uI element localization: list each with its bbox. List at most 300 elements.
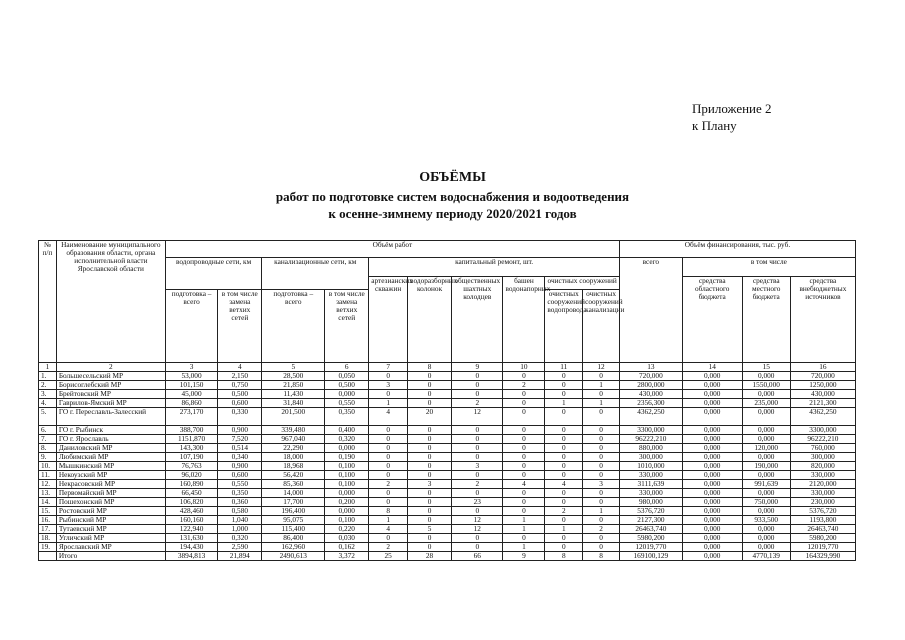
table-cell: 0 (452, 372, 503, 381)
table-cell: 0 (545, 516, 583, 525)
table-cell: 0,100 (325, 480, 369, 489)
table-cell: 9 (503, 552, 545, 561)
table-cell: 56,420 (262, 471, 325, 480)
table-cell: 0 (503, 462, 545, 471)
table-cell: 115,400 (262, 525, 325, 534)
header-artesian: артезианских скважин (369, 277, 408, 363)
table-cell: 26463,740 (790, 525, 855, 534)
table-cell: 0 (369, 435, 408, 444)
header-finance-incl: в том числе (682, 258, 855, 277)
table-cell: 0 (545, 381, 583, 390)
table-cell: 0 (408, 462, 452, 471)
column-number: 12 (583, 363, 620, 372)
table-cell: 0,000 (325, 489, 369, 498)
table-row (39, 381, 856, 390)
table-cell: 18,000 (262, 453, 325, 462)
table-cell: 28,500 (262, 372, 325, 381)
table-cell: 3 (583, 480, 620, 489)
table-row (39, 435, 856, 444)
table-cell: 0,360 (218, 498, 262, 507)
table-cell: 0 (408, 516, 452, 525)
table-cell: 28 (408, 552, 452, 561)
table-cell: 5 (408, 525, 452, 534)
table-cell: 0 (452, 471, 503, 480)
column-number: 3 (165, 363, 217, 372)
table-cell: 169100,129 (619, 552, 682, 561)
table-cell: 0 (408, 390, 452, 399)
table-cell: 8 (545, 552, 583, 561)
table-cell: 0,000 (682, 525, 742, 534)
row-number: 6. (39, 426, 57, 435)
table-cell: 3111,639 (619, 480, 682, 489)
table-cell: 0 (583, 426, 620, 435)
table-cell: 0,000 (682, 381, 742, 390)
municipality-name: Мышкинский МР (56, 462, 165, 471)
table-cell: 0,000 (325, 390, 369, 399)
row-number: 12. (39, 480, 57, 489)
table-cell: 25 (369, 552, 408, 561)
table-cell: 4362,250 (619, 408, 682, 426)
table-cell: 0,000 (742, 534, 790, 543)
table-cell: 0,330 (218, 408, 262, 426)
table-cell: 0 (369, 471, 408, 480)
table-cell: 0 (369, 453, 408, 462)
document-subtitle-2: к осенне-зимнему периоду 2020/2021 годов (328, 206, 577, 221)
table-cell: 0 (583, 390, 620, 399)
column-number: 6 (325, 363, 369, 372)
table-cell: 66,450 (165, 489, 217, 498)
table-cell: 12 (452, 516, 503, 525)
table-cell: 1 (545, 399, 583, 408)
table-cell: 0 (583, 471, 620, 480)
table-cell: 190,000 (742, 462, 790, 471)
table-cell: 3 (408, 480, 452, 489)
table-cell: 3 (452, 462, 503, 471)
table-cell: 2121,300 (790, 399, 855, 408)
table-cell: 31,840 (262, 399, 325, 408)
table-cell: 330,000 (790, 471, 855, 480)
table-cell: 0 (545, 390, 583, 399)
row-number: 15. (39, 507, 57, 516)
table-cell: 0,000 (682, 426, 742, 435)
table-cell: 0 (503, 408, 545, 426)
table-cell: 0 (452, 390, 503, 399)
table-cell: 0,000 (742, 372, 790, 381)
table-cell: 2800,000 (619, 381, 682, 390)
table-cell: 0 (369, 444, 408, 453)
table-cell: 162,960 (262, 543, 325, 552)
table-cell: 12019,770 (790, 543, 855, 552)
table-cell: 1250,000 (790, 381, 855, 390)
table-cell: 0 (408, 543, 452, 552)
column-number: 7 (369, 363, 408, 372)
header-work-volume: Объём работ (165, 241, 619, 258)
table-cell: 1 (503, 516, 545, 525)
table-cell: 0,000 (682, 372, 742, 381)
table-cell: 160,160 (165, 516, 217, 525)
column-number: 11 (545, 363, 583, 372)
table-cell: 4 (369, 408, 408, 426)
table-cell: 2490,613 (262, 552, 325, 561)
table-cell: 0,000 (682, 516, 742, 525)
table-cell: 0 (583, 462, 620, 471)
row-number: 18. (39, 534, 57, 543)
table-cell: 0 (369, 462, 408, 471)
table-cell: 3,372 (325, 552, 369, 561)
header-capital-repair: капитальный ремонт, шт. (369, 258, 620, 277)
table-cell: 0 (583, 534, 620, 543)
table-cell: 21,850 (262, 381, 325, 390)
table-cell: 2356,300 (619, 399, 682, 408)
appendix-line-1: Приложение 2 (692, 101, 772, 116)
row-number: 1. (39, 372, 57, 381)
column-number: 10 (503, 363, 545, 372)
column-numbers-row (39, 363, 856, 372)
table-cell: 0 (452, 444, 503, 453)
column-number: 2 (56, 363, 165, 372)
table-cell: 131,630 (165, 534, 217, 543)
row-number: 14. (39, 498, 57, 507)
table-cell: 0,750 (218, 381, 262, 390)
table-row (39, 390, 856, 399)
table-cell: 0 (408, 435, 452, 444)
table-cell: 0 (503, 426, 545, 435)
table-cell: 5980,200 (790, 534, 855, 543)
municipality-name: Ростовский МР (56, 507, 165, 516)
table-row (39, 543, 856, 552)
table-cell: 0,000 (682, 489, 742, 498)
table-cell: 0,320 (325, 435, 369, 444)
document-title: ОБЪЁМЫ (419, 170, 486, 185)
table-cell: 3894,813 (165, 552, 217, 561)
header-name: Наименование муниципального образования области, органа исполнительной власти Ярославской области (56, 241, 165, 363)
row-number: 19. (39, 543, 57, 552)
table-row (39, 552, 856, 561)
table-cell: 0,000 (682, 534, 742, 543)
column-number: 16 (790, 363, 855, 372)
table-cell: 11,430 (262, 390, 325, 399)
table-row (39, 471, 856, 480)
table-cell: 0,000 (325, 444, 369, 453)
table-row (39, 498, 856, 507)
table-cell: 0,000 (682, 444, 742, 453)
table-cell: 0 (545, 426, 583, 435)
table-cell: 991,639 (742, 480, 790, 489)
table-cell: 45,000 (165, 390, 217, 399)
table-cell: 0 (452, 435, 503, 444)
table-cell: 760,000 (790, 444, 855, 453)
table-cell: 1,000 (218, 525, 262, 534)
municipality-name: Брейтовский МР (56, 390, 165, 399)
table-cell: 0,200 (325, 498, 369, 507)
municipality-name: Рыбинский МР (56, 516, 165, 525)
table-cell: 0,000 (742, 426, 790, 435)
table-cell: 330,000 (619, 489, 682, 498)
table-cell: 101,150 (165, 381, 217, 390)
table-cell: 21,894 (218, 552, 262, 561)
table-cell: 0 (369, 372, 408, 381)
table-cell: 0,000 (742, 453, 790, 462)
table-cell: 2 (503, 381, 545, 390)
table-cell: 2 (545, 507, 583, 516)
table-cell: 0 (369, 489, 408, 498)
table-cell: 0,100 (325, 516, 369, 525)
municipality-name: Некоузский МР (56, 471, 165, 480)
table-cell: 0 (452, 507, 503, 516)
column-number: 8 (408, 363, 452, 372)
table-cell: 8 (369, 507, 408, 516)
table-cell: 0 (545, 489, 583, 498)
table-cell: 0,550 (325, 399, 369, 408)
table-cell: 2120,000 (790, 480, 855, 489)
appendix-line-2: к Плану (692, 118, 737, 133)
table-cell: 0 (583, 453, 620, 462)
table-cell: 143,300 (165, 444, 217, 453)
municipality-name: Первомайский МР (56, 489, 165, 498)
document-subtitle-1: работ по подготовке систем водоснабжения и водоотведения (275, 189, 630, 204)
row-number: 16. (39, 516, 57, 525)
table-cell: 1 (503, 525, 545, 534)
table-cell: 106,820 (165, 498, 217, 507)
table-cell: 0 (545, 498, 583, 507)
row-number (39, 552, 57, 561)
table-cell: 0,340 (218, 453, 262, 462)
table-cell: 720,000 (790, 372, 855, 381)
table-row (39, 426, 856, 435)
header-treatment: очистных сооружений (545, 277, 620, 290)
table-cell: 0 (545, 372, 583, 381)
table-cell: 0 (408, 471, 452, 480)
table-cell: 300,000 (619, 453, 682, 462)
municipality-name: Пошехонский МР (56, 498, 165, 507)
table-cell: 0,000 (682, 543, 742, 552)
table-cell: 2127,300 (619, 516, 682, 525)
table-cell: 0 (545, 444, 583, 453)
table-cell: 0 (583, 516, 620, 525)
table-cell: 430,000 (619, 390, 682, 399)
table-cell: 273,170 (165, 408, 217, 426)
table-cell: 2 (369, 480, 408, 489)
table-cell: 0,000 (742, 507, 790, 516)
table-cell: 22,290 (262, 444, 325, 453)
table-cell: 0,600 (218, 399, 262, 408)
table-cell: 3 (369, 381, 408, 390)
table-cell: 0 (545, 435, 583, 444)
table-cell: 0 (583, 372, 620, 381)
table-cell: 0 (369, 390, 408, 399)
table-cell: 0 (503, 399, 545, 408)
table-cell: 0,580 (218, 507, 262, 516)
table-cell: 0 (545, 543, 583, 552)
row-number: 10. (39, 462, 57, 471)
table-cell: 1 (369, 516, 408, 525)
table-cell: 96222,210 (790, 435, 855, 444)
row-number: 3. (39, 390, 57, 399)
table-cell: 5376,720 (790, 507, 855, 516)
table-cell: 1 (545, 525, 583, 534)
table-row (39, 489, 856, 498)
header-towers: башен водонапорных (503, 277, 545, 363)
table-cell: 0,000 (682, 471, 742, 480)
table-cell: 0,600 (218, 471, 262, 480)
table-cell: 0 (503, 534, 545, 543)
appendix-label (692, 100, 772, 134)
column-number: 14 (682, 363, 742, 372)
table-cell: 0,350 (325, 408, 369, 426)
municipality-name: Угличский МР (56, 534, 165, 543)
table-row (39, 525, 856, 534)
table-cell: 720,000 (619, 372, 682, 381)
table-cell: 0,900 (218, 462, 262, 471)
table-cell: 750,000 (742, 498, 790, 507)
table-cell: 0,000 (682, 390, 742, 399)
table-cell: 5980,200 (619, 534, 682, 543)
volumes-table (38, 240, 856, 561)
table-cell: 0,514 (218, 444, 262, 453)
table-cell: 0 (452, 453, 503, 462)
table-cell: 26463,740 (619, 525, 682, 534)
table-row (39, 462, 856, 471)
table-cell: 0,500 (218, 390, 262, 399)
row-number: 11. (39, 471, 57, 480)
row-number: 17. (39, 525, 57, 534)
table-cell: 0,000 (682, 408, 742, 426)
table-cell: 388,700 (165, 426, 217, 435)
table-cell: 0 (503, 372, 545, 381)
row-number: 4. (39, 399, 57, 408)
column-number: 13 (619, 363, 682, 372)
table-cell: 0 (503, 435, 545, 444)
header-regional-budget: средства областного бюджета (682, 277, 742, 363)
table-cell: 230,000 (790, 498, 855, 507)
municipality-name: Любимский МР (56, 453, 165, 462)
table-cell: 4362,250 (790, 408, 855, 426)
table-cell: 967,040 (262, 435, 325, 444)
table-cell: 3300,000 (619, 426, 682, 435)
table-cell: 107,190 (165, 453, 217, 462)
table-cell: 86,860 (165, 399, 217, 408)
header-water-prep-total: подготовка – всего (165, 290, 217, 363)
table-cell: 330,000 (790, 489, 855, 498)
table-cell: 0 (583, 435, 620, 444)
header-treatment-water: очистных сооружений водопровода (545, 290, 583, 363)
table-cell: 1 (583, 399, 620, 408)
table-cell: 1550,000 (742, 381, 790, 390)
table-cell: 0,162 (325, 543, 369, 552)
table-cell: 0 (545, 471, 583, 480)
table-cell: 12 (452, 525, 503, 534)
table-row (39, 372, 856, 381)
row-number: 13. (39, 489, 57, 498)
table-cell: 4770,139 (742, 552, 790, 561)
header-local-budget: средства местного бюджета (742, 277, 790, 363)
table-cell: 7,520 (218, 435, 262, 444)
table-cell: 0 (408, 381, 452, 390)
table-cell: 0 (503, 507, 545, 516)
table-cell: 86,400 (262, 534, 325, 543)
row-number: 5. (39, 408, 57, 426)
row-number: 7. (39, 435, 57, 444)
header-treatment-sewer: очистных сооружений канализации (583, 290, 620, 363)
table-cell: 8 (583, 552, 620, 561)
table-cell: 17,700 (262, 498, 325, 507)
table-cell: 53,000 (165, 372, 217, 381)
table-cell: 0 (408, 498, 452, 507)
header-sewer-networks: канализационные сети, км (262, 258, 369, 290)
row-number: 9. (39, 453, 57, 462)
table-cell: 330,000 (619, 471, 682, 480)
table-cell: 0,220 (325, 525, 369, 534)
table-cell: 339,480 (262, 426, 325, 435)
table-cell: 0 (408, 489, 452, 498)
table-cell: 0 (583, 408, 620, 426)
table-cell: 2,150 (218, 372, 262, 381)
table-cell: 0,400 (325, 426, 369, 435)
table-cell: 12019,770 (619, 543, 682, 552)
table-cell: 0 (583, 489, 620, 498)
header-sewer-replace: в том числе замена ветхих сетей (325, 290, 369, 363)
municipality-name: Гаврилов-Ямский МР (56, 399, 165, 408)
header-pumps: водоразборных колонок (408, 277, 452, 363)
table-cell: 0,000 (682, 498, 742, 507)
table-cell: 0,500 (325, 381, 369, 390)
table-row (39, 444, 856, 453)
table-cell: 0,900 (218, 426, 262, 435)
table-cell: 0 (503, 489, 545, 498)
table-cell: 14,000 (262, 489, 325, 498)
table-cell: 2,590 (218, 543, 262, 552)
table-row (39, 480, 856, 489)
table-cell: 2 (583, 525, 620, 534)
table-cell: 0,000 (682, 435, 742, 444)
table-cell: 95,075 (262, 516, 325, 525)
table-cell: 0,000 (742, 435, 790, 444)
table-cell: 0 (545, 462, 583, 471)
table-cell: 0 (408, 534, 452, 543)
table-cell: 2 (452, 399, 503, 408)
table-cell: 0 (503, 453, 545, 462)
column-number: 4 (218, 363, 262, 372)
table-cell: 1151,870 (165, 435, 217, 444)
table-row (39, 534, 856, 543)
table-cell: 0,000 (682, 480, 742, 489)
municipality-name: ГО г. Рыбинск (56, 426, 165, 435)
table-cell: 0 (369, 426, 408, 435)
table-cell: 0 (503, 471, 545, 480)
table-cell: 18,968 (262, 462, 325, 471)
table-row (39, 507, 856, 516)
table-cell: 0 (452, 543, 503, 552)
table-cell: 0,190 (325, 453, 369, 462)
table-cell: 0,100 (325, 462, 369, 471)
header-num: № п/п (39, 241, 57, 363)
table-cell: 430,000 (790, 390, 855, 399)
table-cell: 0 (408, 372, 452, 381)
table-cell: 0 (503, 444, 545, 453)
table-cell: 0 (408, 426, 452, 435)
table-cell: 820,000 (790, 462, 855, 471)
table-cell: 0,000 (682, 453, 742, 462)
header-extra-budget: средства внебюджетных источников (790, 277, 855, 363)
table-cell: 0,030 (325, 534, 369, 543)
table-cell: 0,350 (218, 489, 262, 498)
table-cell: 76,763 (165, 462, 217, 471)
municipality-name: Итого (56, 552, 165, 561)
municipality-name: ГО г. Ярославль (56, 435, 165, 444)
table-cell: 196,400 (262, 507, 325, 516)
header-finance-total: всего (619, 258, 682, 363)
table-cell: 1193,800 (790, 516, 855, 525)
